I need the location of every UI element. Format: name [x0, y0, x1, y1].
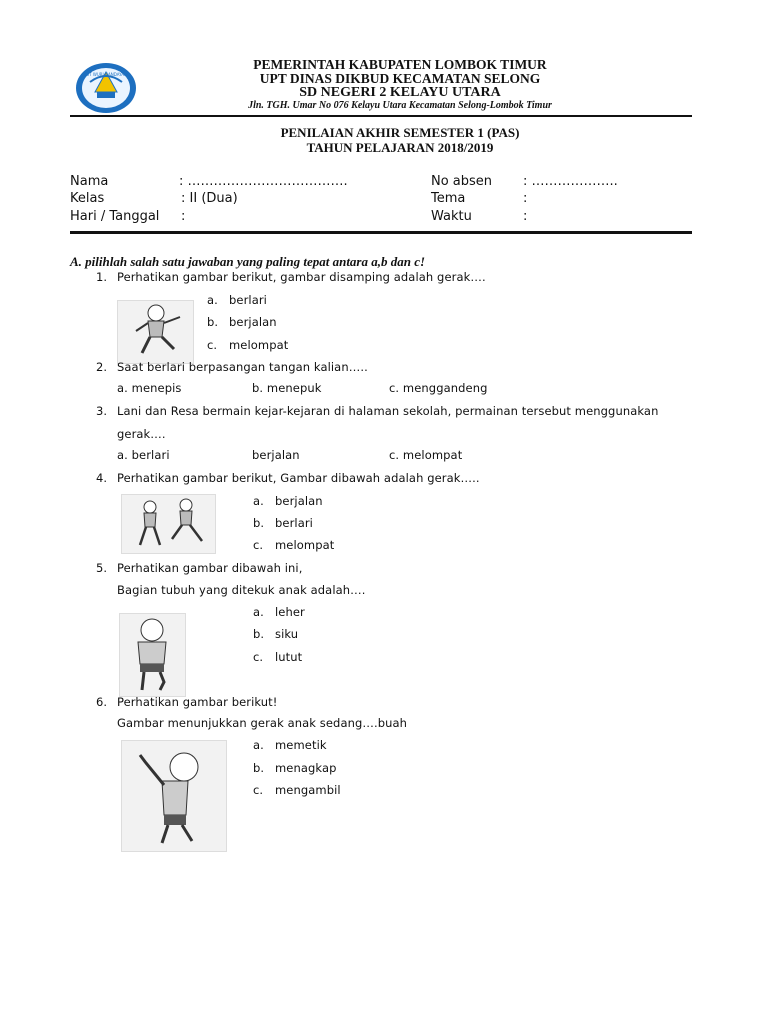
q6-option-c: mengambil	[275, 783, 341, 797]
absen-label: No absen	[431, 174, 493, 189]
q4-option-b-mark: b.	[253, 516, 265, 530]
q3-option-b: berjalan	[252, 448, 300, 462]
q6-text: Perhatikan gambar berikut!	[117, 695, 278, 709]
nama-value: : ……………………………….	[179, 174, 348, 189]
header-department: UPT DINAS DIKBUD KECAMATAN SELONG	[259, 71, 541, 86]
hari-label: Hari / Tanggal	[70, 209, 160, 224]
q4-option-a-mark: a.	[253, 494, 264, 508]
q3-text-continued: gerak….	[117, 427, 166, 441]
q4-option-c: melompat	[275, 538, 335, 552]
q4-two-children-image	[121, 494, 216, 554]
section-instruction: A. pilihlah salah satu jawaban yang paling tepat antara a,b dan c!	[70, 254, 426, 269]
q3-option-a: a. berlari	[117, 448, 170, 462]
q6-number: 6.	[96, 695, 108, 709]
q4-option-a: berjalan	[275, 494, 323, 508]
q5-option-b: siku	[275, 627, 299, 641]
q5-child-image	[119, 613, 186, 697]
q4-option-b: berlari	[275, 516, 313, 530]
nama-label: Nama	[70, 174, 109, 189]
tema-label: Tema	[431, 191, 466, 206]
header-address: Jln. TGH. Umar No 076 Kelayu Utara Kecamatan Selong-Lombok Timur	[248, 100, 552, 111]
hari-value: :	[181, 209, 186, 224]
q6-text-continued: Gambar menunjukkan gerak anak sedang….buah	[117, 716, 408, 730]
q1-option-b: berjalan	[229, 315, 277, 329]
q5-option-a: leher	[275, 605, 305, 619]
q5-option-c-mark: c.	[253, 650, 264, 664]
q4-text: Perhatikan gambar berikut, Gambar dibawah adalah gerak…..	[117, 471, 480, 485]
q1-running-boy-image	[117, 300, 194, 364]
q5-text-continued: Bagian tubuh yang ditekuk anak adalah….	[117, 583, 366, 597]
waktu-value: :	[523, 209, 528, 224]
kelas-value: : II (Dua)	[181, 191, 238, 206]
q1-option-b-mark: b.	[207, 315, 219, 329]
q6-option-a: memetik	[275, 738, 327, 752]
q1-text: Perhatikan gambar berikut, gambar disamping adalah gerak….	[117, 270, 486, 284]
q6-child-reaching-image	[121, 740, 227, 852]
q1-option-a-mark: a.	[207, 293, 218, 307]
q4-option-c-mark: c.	[253, 538, 264, 552]
school-logo	[75, 62, 137, 114]
q3-text: Lani dan Resa bermain kejar-kejaran di halaman sekolah, permainan tersebut menggunakan	[117, 404, 659, 418]
svg-text:TUT WURI HANDAYANI: TUT WURI HANDAYANI	[83, 72, 129, 77]
tema-value: :	[523, 191, 528, 206]
q2-option-b: b. menepuk	[252, 381, 322, 395]
q2-text: Saat berlari berpasangan tangan kalian…..	[117, 360, 368, 374]
q3-number: 3.	[96, 404, 108, 418]
q4-number: 4.	[96, 471, 108, 485]
q1-option-a: berlari	[229, 293, 267, 307]
identity-divider	[70, 231, 692, 234]
q6-option-b-mark: b.	[253, 761, 265, 775]
q5-option-b-mark: b.	[253, 627, 265, 641]
q2-option-c: c. menggandeng	[389, 381, 488, 395]
header-school-name: SD NEGERI 2 KELAYU UTARA	[299, 85, 501, 100]
q2-option-a: a. menepis	[117, 381, 182, 395]
q5-option-a-mark: a.	[253, 605, 264, 619]
q6-option-c-mark: c.	[253, 783, 264, 797]
q1-number: 1.	[96, 270, 108, 284]
q5-number: 5.	[96, 561, 108, 575]
q5-text: Perhatikan gambar dibawah ini,	[117, 561, 303, 575]
q2-number: 2.	[96, 360, 108, 374]
waktu-label: Waktu	[431, 209, 472, 224]
kelas-label: Kelas	[70, 191, 105, 206]
exam-title: PENILAIAN AKHIR SEMESTER 1 (PAS)	[280, 125, 520, 140]
header-government: PEMERINTAH KABUPATEN LOMBOK TIMUR	[253, 57, 547, 72]
q6-option-a-mark: a.	[253, 738, 264, 752]
q1-option-c: melompat	[229, 338, 289, 352]
absen-value: : ………………..	[523, 174, 618, 189]
q5-option-c: lutut	[275, 650, 303, 664]
q6-option-b: menagkap	[275, 761, 337, 775]
header-divider	[70, 115, 692, 117]
q1-option-c-mark: c.	[207, 338, 218, 352]
q3-option-c: c. melompat	[389, 448, 463, 462]
exam-year: TAHUN PELAJARAN 2018/2019	[306, 140, 494, 155]
